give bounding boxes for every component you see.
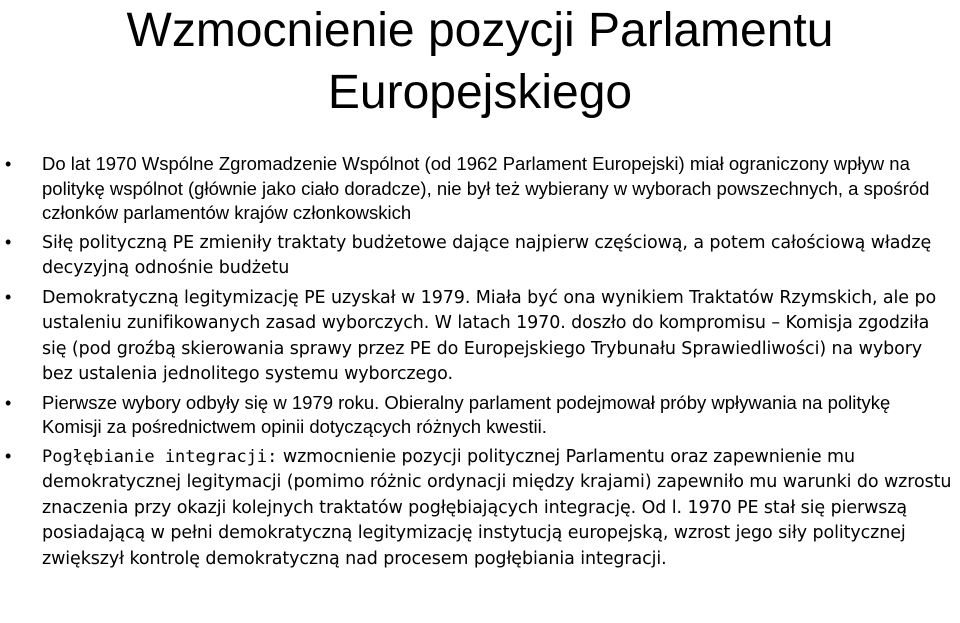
bullet-lead: Pogłębianie integracji:	[42, 446, 278, 467]
bullet-dot-icon: •	[5, 392, 12, 413]
bullet-item-4	[0, 391, 960, 440]
bullet-item-2	[0, 230, 960, 281]
bullet-text: Demokratyczną legitymizację PE uzyskał w 1979. Miała być ona wynikiem Traktatów Rzymskich, ale po ustaleniu zunifikowanych zasad wyborczych. W latach 1970. doszło do kompromisu – Komisja zgodziła się (pod groźbą skierowania sprawy przez PE do Europejskiego Trybunału Sprawiedliwości) na wybory bez ustalenia jednolitego systemu wyborczego.	[42, 287, 937, 384]
bullet-dot-icon: •	[5, 231, 12, 252]
page-title	[0, 0, 960, 124]
bullet-text: wzmocnienie pozycji politycznej Parlamentu oraz zapewnienie mu demokratycznej legitymacji (pomimo różnic ordynacji między krajami) zapewniło mu warunki do wzrostu znaczenia przy okazji kolejnych traktatów pogłębiających integrację. Od l. 1970 PE stał się pierwszą posiadającą w pełni demokratyczną legitymizację instytucją europejską, wzrost jego siły politycznej zwiększył kontrolę demokratyczną nad procesem pogłębiania integracji.	[42, 446, 952, 569]
bullet-item-3	[0, 285, 960, 387]
bullet-text: Siłę polityczną PE zmieniły traktaty budżetowe dające najpierw częściową, a potem całościową władzę decyzyjną odnośnie budżetu	[42, 232, 932, 278]
bullet-text: Pierwsze wybory odbyły się w 1979 roku. Obieralny parlament podejmował próby wpływania na politykę Komisji za pośrednictwem opinii dotyczących różnych kwestii.	[42, 391, 891, 437]
title-line-1: Wzmocnienie pozycji Parlamentu	[126, 4, 834, 57]
bullet-item-1	[0, 152, 960, 226]
bullet-text: Do lat 1970 Wspólne Zgromadzenie Wspólnot (od 1962 Parlament Europejski) miał ograniczony wpływ na politykę wspólnot (głównie jako ciało doradcze), nie był też wybierany w wyborach powszechnych, a spośród członków parlamentów krajów członkowskich	[42, 153, 930, 223]
title-line-2: Europejskiego	[327, 66, 633, 119]
bullet-list	[0, 152, 960, 575]
bullet-dot-icon: •	[5, 286, 12, 307]
bullet-dot-icon: •	[5, 154, 12, 174]
bullet-item-5	[0, 444, 960, 572]
bullet-dot-icon: •	[5, 445, 12, 466]
